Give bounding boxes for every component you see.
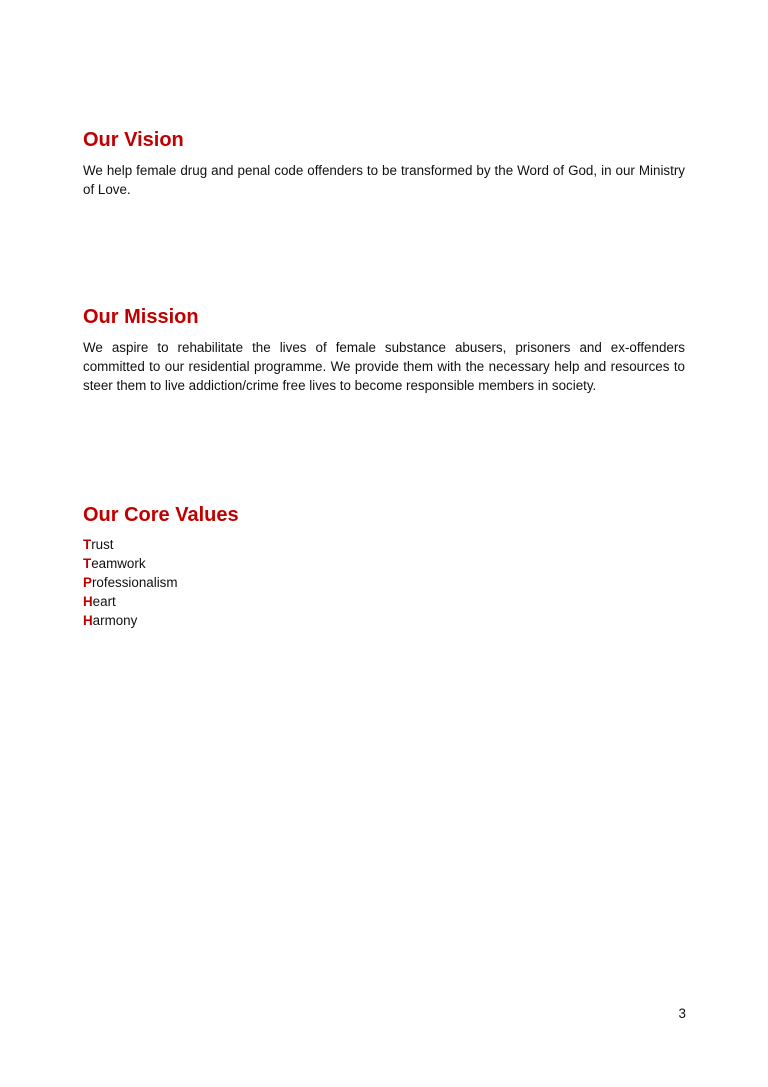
core-value-item: [83, 611, 685, 630]
mission-heading: Our Mission: [83, 306, 199, 328]
vision-heading: Our Vision: [83, 129, 184, 151]
core-value-item: [83, 535, 685, 554]
core-value-item: [83, 554, 685, 573]
core-value-initial: P: [83, 575, 92, 590]
core-value-rest: rofessionalism: [91, 575, 178, 590]
core-value-initial: H: [83, 594, 93, 609]
vision-section: [83, 128, 685, 199]
core-value-initial: T: [83, 556, 92, 571]
core-value-rest: rust: [91, 537, 114, 552]
mission-section: [83, 305, 685, 395]
core-value-rest: armony: [92, 613, 138, 628]
core-values-list: [83, 535, 685, 630]
core-value-initial: T: [83, 537, 92, 552]
core-value-rest: eamwork: [91, 556, 146, 571]
vision-text: We help female drug and penal code offenders to be transformed by the Word of God, in our Ministry of Love.: [83, 163, 685, 197]
core-values-heading: Our Core Values: [83, 504, 239, 526]
core-values-section: [83, 503, 685, 630]
core-value-initial: H: [83, 613, 93, 628]
core-value-rest: eart: [92, 594, 116, 609]
core-value-item: [83, 592, 685, 611]
page-number: 3: [678, 1006, 686, 1021]
core-value-item: [83, 573, 685, 592]
mission-text: We aspire to rehabilitate the lives of female substance abusers, prisoners and ex-offenders committed to our residential programme. We provide them with the necessary help and resources to steer them to live addiction/crime free lives to become responsible members in society.: [83, 340, 685, 393]
